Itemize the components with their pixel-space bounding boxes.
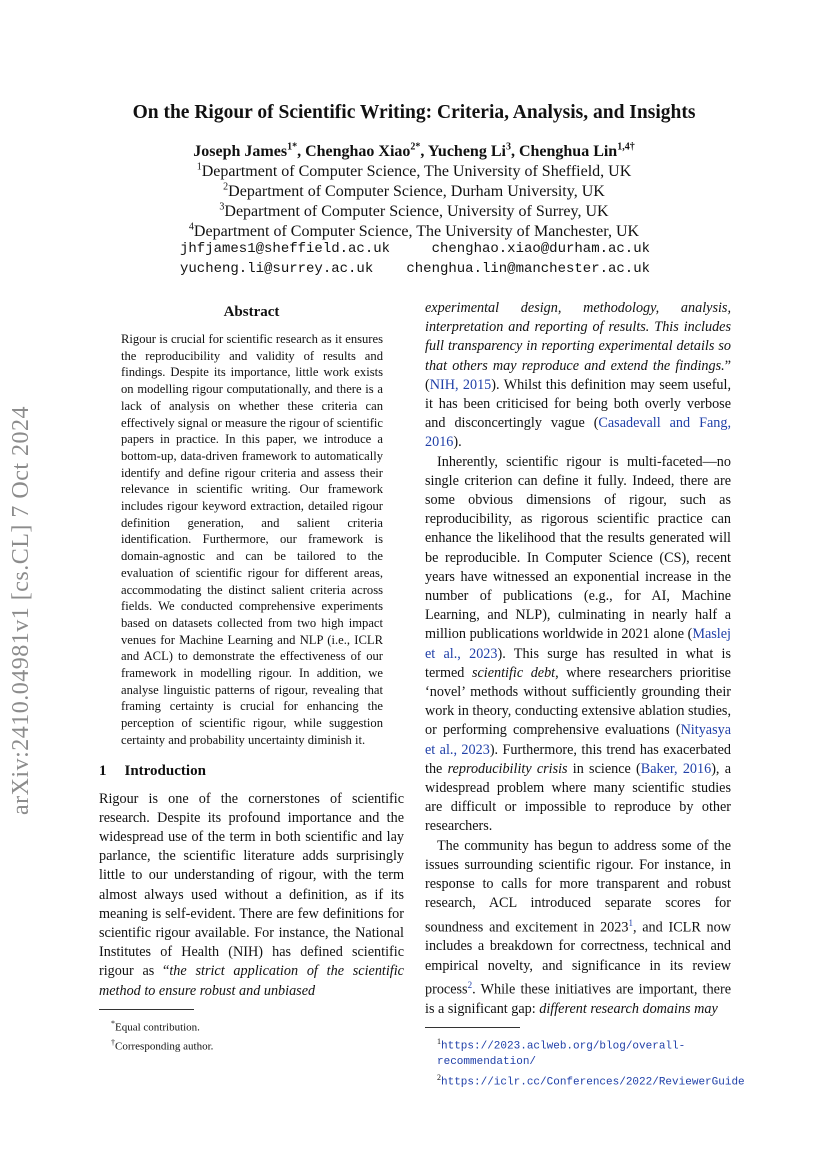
intro-paragraph-2: Inherently, scientific rigour is multi-faceted—no single criterion can define it fully. Indeed, there are some obvious dimensions of rigour, such as reproducibility, as rigorous scientific practice can enhance the likelihood that the results generated will be reproducible. In Computer Science (CS), recent years have witnessed an exponential increase in the number of publications (e.g., for AI, Machine Learning, and NLP), culminating in nearly half a million publications worldwide in 2021 alone (Maslej et al., 2023). This surge has resulted in what is termed scientific debt, where researchers prioritise ‘novel’ methods without sufficiently grounding their work in theory, conducting extensive ablation studies, or performing comprehensive evaluations (Nityasya et al., 2023). Furthermore, this trend has exacerbated the reproducibility crisis in science (Baker, 2016), a widespread problem where many scientific studies are difficult or impossible to reproduce by other researchers. bbox=[425, 453, 731, 835]
intro-paragraph-3: The community has begun to address some of the issues surrounding scientific rigour. For instance, in response to calls for more transparent and robust research, ACL introduced separate scores for soundness and excitement in 2023$^1$, and ICLR now includes a breakdown for correctness, technical and empirical novelty, and significance in its review process$^2$. While these initiatives are important, there is a significant gap: different research domains may bbox=[425, 837, 731, 1017]
footnote-divider bbox=[425, 1027, 520, 1028]
author-names: Joseph James$^{1*}$, Chenghao Xiao$^{2*}$, Yucheng Li$^3$, Chenghua Lin$^{1,4\dagger}$ bbox=[193, 141, 635, 160]
author-email: chenghao.xiao@durham.ac.uk bbox=[431, 241, 650, 257]
citation-link[interactable]: Casadevall and Fang, 2016 bbox=[425, 415, 731, 451]
footnote-ref[interactable]: 1 bbox=[628, 917, 633, 928]
author-name: Yucheng Li bbox=[427, 143, 506, 160]
arxiv-side-stamp bbox=[4, 375, 40, 845]
section-heading bbox=[99, 763, 404, 780]
footnote-ref[interactable]: 2 bbox=[467, 979, 473, 990]
email-block bbox=[180, 239, 650, 279]
affiliation: $^3$Department of Computer Science, University of Surrey, UK bbox=[219, 201, 609, 220]
citation-link[interactable]: Baker, 2016 bbox=[640, 760, 712, 777]
footnote-link[interactable]: https://iclr.cc/Conferences/2022/ReviewerGuide bbox=[441, 1076, 745, 1089]
author-email: chenghua.lin@manchester.ac.uk bbox=[406, 261, 650, 277]
footnote-link[interactable]: https://2023.aclweb.org/blog/overall-recommendation/ bbox=[437, 1040, 686, 1068]
citation-link[interactable]: Maslej et al., 2023 bbox=[425, 626, 731, 662]
author-email: yucheng.li@surrey.ac.uk bbox=[180, 261, 374, 277]
author-affiliation-mark: 1,4† bbox=[617, 141, 635, 153]
author-affiliation-mark: 1* bbox=[287, 141, 298, 153]
right-column bbox=[425, 299, 745, 1090]
author-name: Joseph James bbox=[193, 143, 288, 160]
abstract-text: Rigour is crucial for scientific research as it ensures the reproducibility and validity of results and findings. Despite its importance, little work exists on modelling rigour computationally, and there is a lack of analysis on whether these criteria can effectively signal or measure the rigour of scientific papers in practice. In this paper, we introduce a bottom-up, data-driven framework to automatically identify and define rigour criteria and assess their relevance in scientific writing. Our framework includes rigour keyword extraction, detailed rigour definition generation, and salient criteria identification. Furthermore, our framework is domain-agnostic and can be tailored to the evaluation of scientific rigour for different areas, accommodating the distinct salient criteria across fields. We conducted comprehensive experiments based on datasets collected from two high impact venues for Machine Learning and NLP (i.e., ICLR and ACL) to demonstrate the effectiveness of our framework in modelling rigour. In addition, we analyse linguistic patterns of rigour, revealing that framing certainty is crucial for enhancing the perception of scientific rigour, while suggestion certainty and probability uncertainty diminish it. bbox=[121, 332, 383, 747]
paper-title: On the Rigour of Scientific Writing: Criteria, Analysis, and Insights bbox=[132, 102, 696, 123]
section-number: 1 bbox=[99, 762, 107, 779]
footnote: †Corresponding author. bbox=[111, 1038, 214, 1054]
affiliation: $^1$Department of Computer Science, The University of Sheffield, UK bbox=[196, 161, 632, 180]
intro-paragraph-1-continued: experimental design, methodology, analysis, interpretation and reporting of results. This includes full transparency in reporting experimental details so that others may reproduce and extend the findings.” (NIH, 2015). Whilst this definition may seem useful, it has been criticised for being both overly verbose and disconcertingly vague (Casadevall and Fang, 2016). bbox=[425, 300, 731, 451]
section-title: Introduction bbox=[124, 762, 206, 779]
author-affiliation-mark: 2* bbox=[410, 141, 421, 153]
footnote: *Equal contribution. bbox=[111, 1018, 200, 1034]
intro-paragraph-1-start: Rigour is one of the cornerstones of scientific research. Despite its profound importance and the widespread use of the term in both scientific and lay parlance, the scientific literature adds surprisingly little to our understanding of rigour, with the term almost always used without a definition, as if its meaning is self-evident. There are few definitions for scientific rigour available. For instance, the National Institutes of Health (NIH) has defined scientific rigour as “the strict application of the scientific method to ensure robust and unbiased bbox=[99, 790, 404, 999]
arxiv-identifier: arXiv:2410.04981v1 [cs.CL] 7 Oct 2024 bbox=[8, 405, 35, 815]
left-column bbox=[99, 304, 404, 1055]
author-name: Chenghua Lin bbox=[518, 143, 618, 160]
abstract-heading: Abstract bbox=[223, 304, 280, 320]
footnote-url: $^1$https://2023.aclweb.org/blog/overall-recommendation/ bbox=[437, 1036, 686, 1068]
author-name: Chenghao Xiao bbox=[305, 143, 411, 160]
author-email: jhfjames1@sheffield.ac.uk bbox=[180, 241, 391, 257]
citation-link[interactable]: NIH, 2015 bbox=[429, 376, 492, 393]
author-block bbox=[60, 142, 768, 242]
footnote-divider bbox=[99, 1009, 194, 1010]
affiliation: $^4$Department of Computer Science, The University of Manchester, UK bbox=[188, 221, 640, 240]
footnote-url: $^2$https://iclr.cc/Conferences/2022/ReviewerGuide bbox=[437, 1072, 745, 1089]
affiliation: $^2$Department of Computer Science, Durham University, UK bbox=[223, 181, 605, 200]
author-affiliation-mark: 3 bbox=[505, 141, 511, 153]
nih-definition-quote: the strict application of the scientific method to ensure robust and unbiased bbox=[99, 963, 404, 999]
nih-definition-quote: experimental design, methodology, analysis, interpretation and reporting of results. This includes full transparency in reporting experimental details so that others may reproduce and extend the findings. bbox=[425, 300, 731, 374]
citation-link[interactable]: Nityasya et al., 2023 bbox=[425, 722, 731, 758]
